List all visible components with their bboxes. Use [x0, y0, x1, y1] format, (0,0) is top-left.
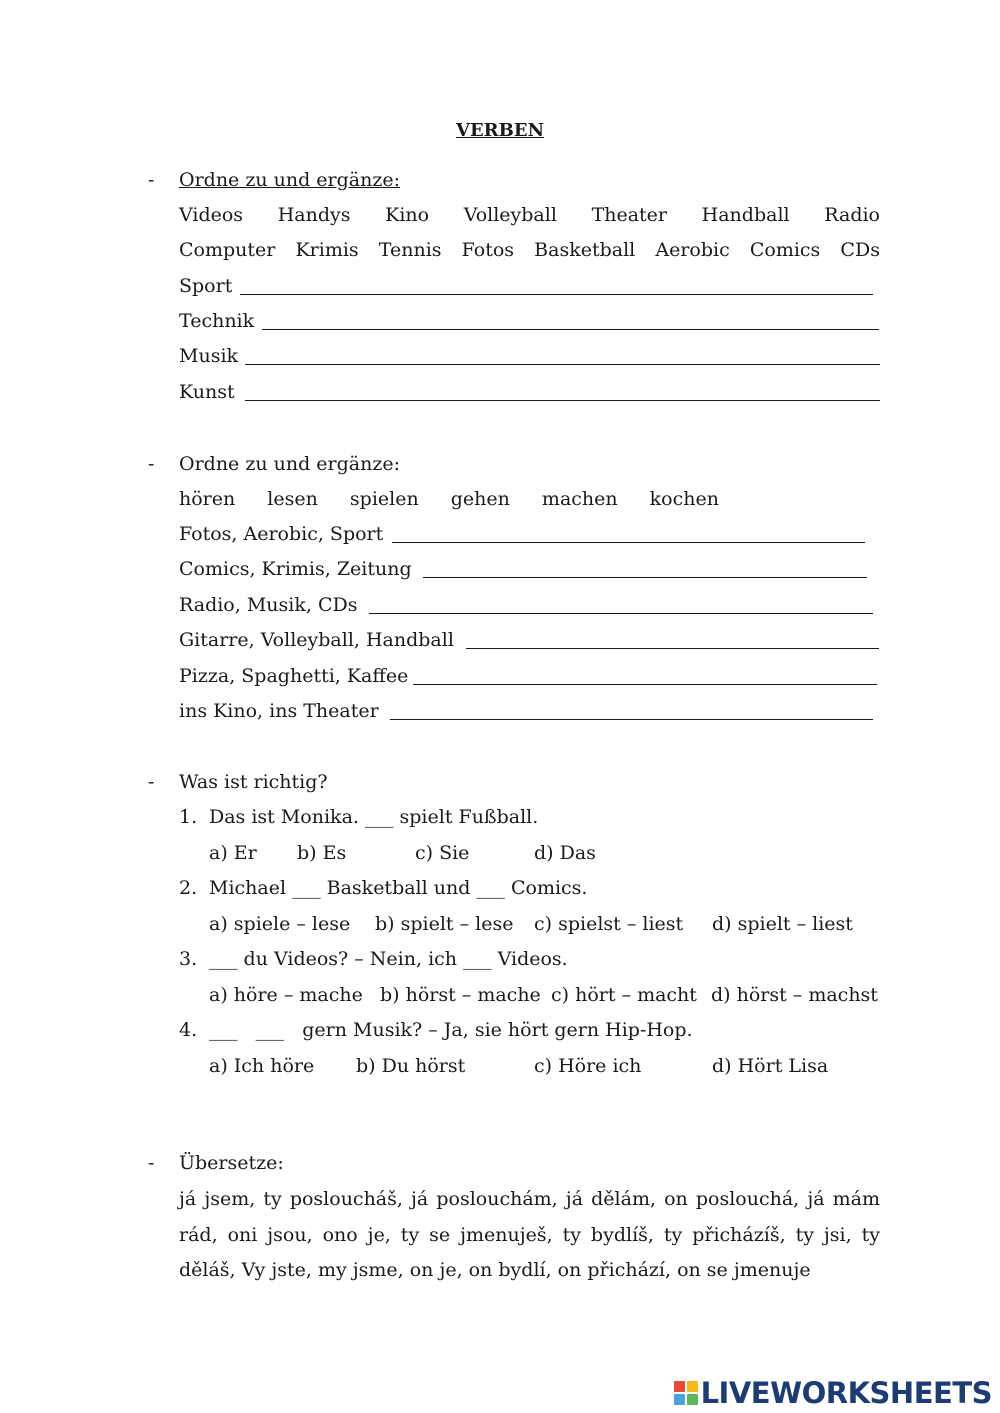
match-item-label: Comics, Krimis, Zeitung [179, 558, 412, 580]
answer-option[interactable]: d) Das [534, 842, 596, 864]
question-number: 2. [179, 877, 198, 899]
word-bank-item: Aerobic [655, 239, 730, 261]
word-bank-item: Computer [179, 239, 276, 261]
word-bank-item: Basketball [534, 239, 636, 261]
answer-option[interactable]: d) spielt – liest [712, 913, 853, 935]
answer-option[interactable]: c) hört – macht [551, 984, 697, 1006]
answer-option[interactable]: a) Er [209, 842, 257, 864]
page-title: VERBEN [455, 120, 545, 141]
word-bank-item: Videos [179, 204, 244, 226]
answer-option[interactable]: a) höre – mache [209, 984, 363, 1006]
question-text: Michael ___ Basketball und ___ Comics. [209, 877, 588, 899]
logo-tile [674, 1394, 685, 1405]
section3-instruction: Was ist richtig? [179, 771, 328, 793]
section1-instruction: Ordne zu und ergänze: [179, 169, 401, 191]
liveworksheets-logo [674, 1376, 992, 1410]
word-bank-item: Fotos [461, 239, 515, 261]
logo-tile [674, 1381, 685, 1392]
answer-option[interactable]: b) Du hörst [356, 1055, 466, 1077]
answer-option[interactable]: c) Höre ich [534, 1055, 642, 1077]
word-bank-item: Handball [701, 204, 790, 226]
answer-option[interactable]: b) hörst – mache [380, 984, 541, 1006]
match-item-label: Gitarre, Volleyball, Handball [179, 629, 454, 651]
question-text: ___ du Videos? – Nein, ich ___ Videos. [209, 948, 568, 970]
answer-option[interactable]: b) spielt – lese [375, 913, 514, 935]
answer-option[interactable]: b) Es [297, 842, 347, 864]
answer-line[interactable] [413, 684, 877, 685]
answer-option[interactable]: d) Hört Lisa [712, 1055, 829, 1077]
word-bank-item: CDs [840, 239, 880, 261]
answer-line[interactable] [392, 542, 865, 543]
bullet-dash: - [148, 771, 155, 793]
verb-bank-item: lesen [267, 488, 318, 510]
category-label-sport: Sport [179, 275, 233, 297]
question-number: 3. [179, 948, 198, 970]
answer-line[interactable] [369, 613, 873, 614]
word-bank-item: Kino [385, 204, 430, 226]
word-bank-item: Volleyball [463, 204, 557, 226]
word-bank-item: Radio [824, 204, 880, 226]
answer-option[interactable]: a) Ich höre [209, 1055, 315, 1077]
match-item-label: ins Kino, ins Theater [179, 700, 379, 722]
logo-tile [687, 1394, 698, 1405]
section4-instruction: Übersetze: [179, 1152, 284, 1174]
verb-bank-item: kochen [649, 488, 719, 510]
question-number: 1. [179, 806, 198, 828]
answer-option[interactable]: a) spiele – lese [209, 913, 351, 935]
answer-option[interactable]: c) spielst – liest [534, 913, 684, 935]
answer-option[interactable]: c) Sie [415, 842, 470, 864]
answer-line-kunst[interactable] [245, 400, 880, 401]
translation-line: rád, oni jsou, ono je, ty se jmenuješ, ty bydlíš, ty přicházíš, ty jsi, ty [179, 1224, 880, 1246]
section2-instruction: Ordne zu und ergänze: [179, 453, 401, 475]
answer-line-sport[interactable] [240, 294, 873, 295]
answer-line[interactable] [466, 648, 879, 649]
match-item-label: Radio, Musik, CDs [179, 594, 358, 616]
category-label-musik: Musik [179, 345, 239, 367]
question-text: Das ist Monika. ___ spielt Fußball. [209, 806, 539, 828]
bullet-dash: - [148, 453, 155, 475]
word-bank-item: Comics [749, 239, 821, 261]
answer-line[interactable] [423, 577, 867, 578]
question-text: ___ ___ gern Musik? – Ja, sie hört gern Hip-Hop. [209, 1019, 693, 1041]
bullet-dash: - [148, 1152, 155, 1174]
verb-bank-item: spielen [349, 488, 419, 510]
verb-bank-item: hören [179, 488, 236, 510]
translation-line: já jsem, ty posloucháš, já poslouchám, já dělám, on poslouchá, já mám [179, 1188, 880, 1210]
logo-mark-icon [674, 1381, 698, 1405]
bullet-dash: - [148, 169, 155, 191]
question-number: 4. [179, 1019, 198, 1041]
word-bank-item: Tennis [378, 239, 442, 261]
word-bank-row-2 [179, 239, 880, 261]
logo-text: LIVEWORKSHEETS [700, 1376, 992, 1410]
answer-option[interactable]: d) hörst – machst [711, 984, 878, 1006]
match-item-label: Pizza, Spaghetti, Kaffee [179, 665, 409, 687]
verb-bank-item: machen [541, 488, 618, 510]
answer-line-musik[interactable] [245, 364, 880, 365]
word-bank-item: Krimis [295, 239, 359, 261]
match-item-label: Fotos, Aerobic, Sport [179, 523, 384, 545]
translation-line: děláš, Vy jste, my jsme, on je, on bydlí, on přichází, on se jmenuje [179, 1259, 811, 1281]
category-label-kunst: Kunst [179, 381, 235, 403]
verb-bank [179, 488, 745, 510]
word-bank-item: Handys [277, 204, 351, 226]
word-bank-item: Theater [591, 204, 668, 226]
logo-tile [687, 1381, 698, 1392]
answer-line-technik[interactable] [262, 329, 879, 330]
word-bank-row-1 [179, 204, 880, 226]
category-label-technik: Technik [179, 310, 255, 332]
verb-bank-item: gehen [450, 488, 510, 510]
answer-line[interactable] [390, 719, 873, 720]
